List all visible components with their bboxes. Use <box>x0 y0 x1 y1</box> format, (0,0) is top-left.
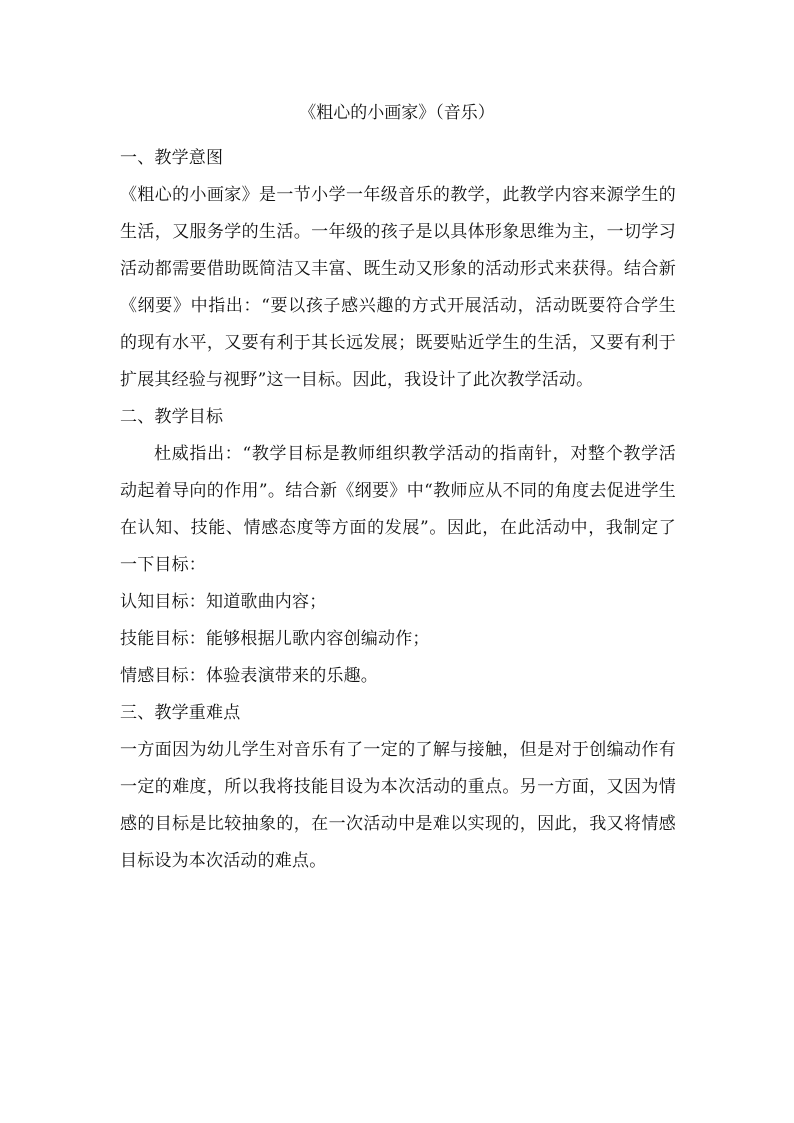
document-body <box>120 140 676 880</box>
document-title: 《粗心的小画家》（音乐） <box>299 103 495 123</box>
intent-paragraph: 《粗心的小画家》是一节小学一年级音乐的教学，此教学内容来源学生的生活，又服务学的生活。一年级的孩子是以具体形象思维为主，一切学习活动都需要借助既简洁又丰富、既生动又形象的活动形式来获得。结合新《纲要》中指出：“要以孩子感兴趣的方式开展活动，活动既要符合学生的现有水平，又要有利于其长远发展；既要贴近学生的生活，又要有利于扩展其经验与视野”这一目标。因此，我设计了此次教学活动。 <box>120 185 676 390</box>
key-points-paragraph: 一方面因为幼儿学生对音乐有了一定的了解与接触，但是对于创编动作有一定的难度，所以我将技能目设为本次活动的重点。另一方面，又因为情感的目标是比较抽象的，在一次活动中是难以实现的，因此，我又将情感目标设为本次活动的难点。 <box>120 740 676 871</box>
section-heading-goals: 二、教学目标 <box>120 407 224 427</box>
goal-emotion: 情感目标：体验表演带来的乐趣。 <box>120 666 378 686</box>
goal-cognitive: 认知目标：知道歌曲内容； <box>120 592 327 612</box>
section-heading-key-points: 三、教学重难点 <box>120 703 241 723</box>
section-heading-intent: 一、教学意图 <box>120 148 224 168</box>
goal-skill: 技能目标：能够根据儿歌内容创编动作； <box>120 629 430 649</box>
goals-intro-paragraph: 杜威指出：“教学目标是教师组织教学活动的指南针，对整个教学活动起着导向的作用”。结合新《纲要》中“教师应从不同的角度去促进学生在认知、技能、情感态度等方面的发展”。因此，在此活动中，我制定了一下目标： <box>120 444 676 575</box>
